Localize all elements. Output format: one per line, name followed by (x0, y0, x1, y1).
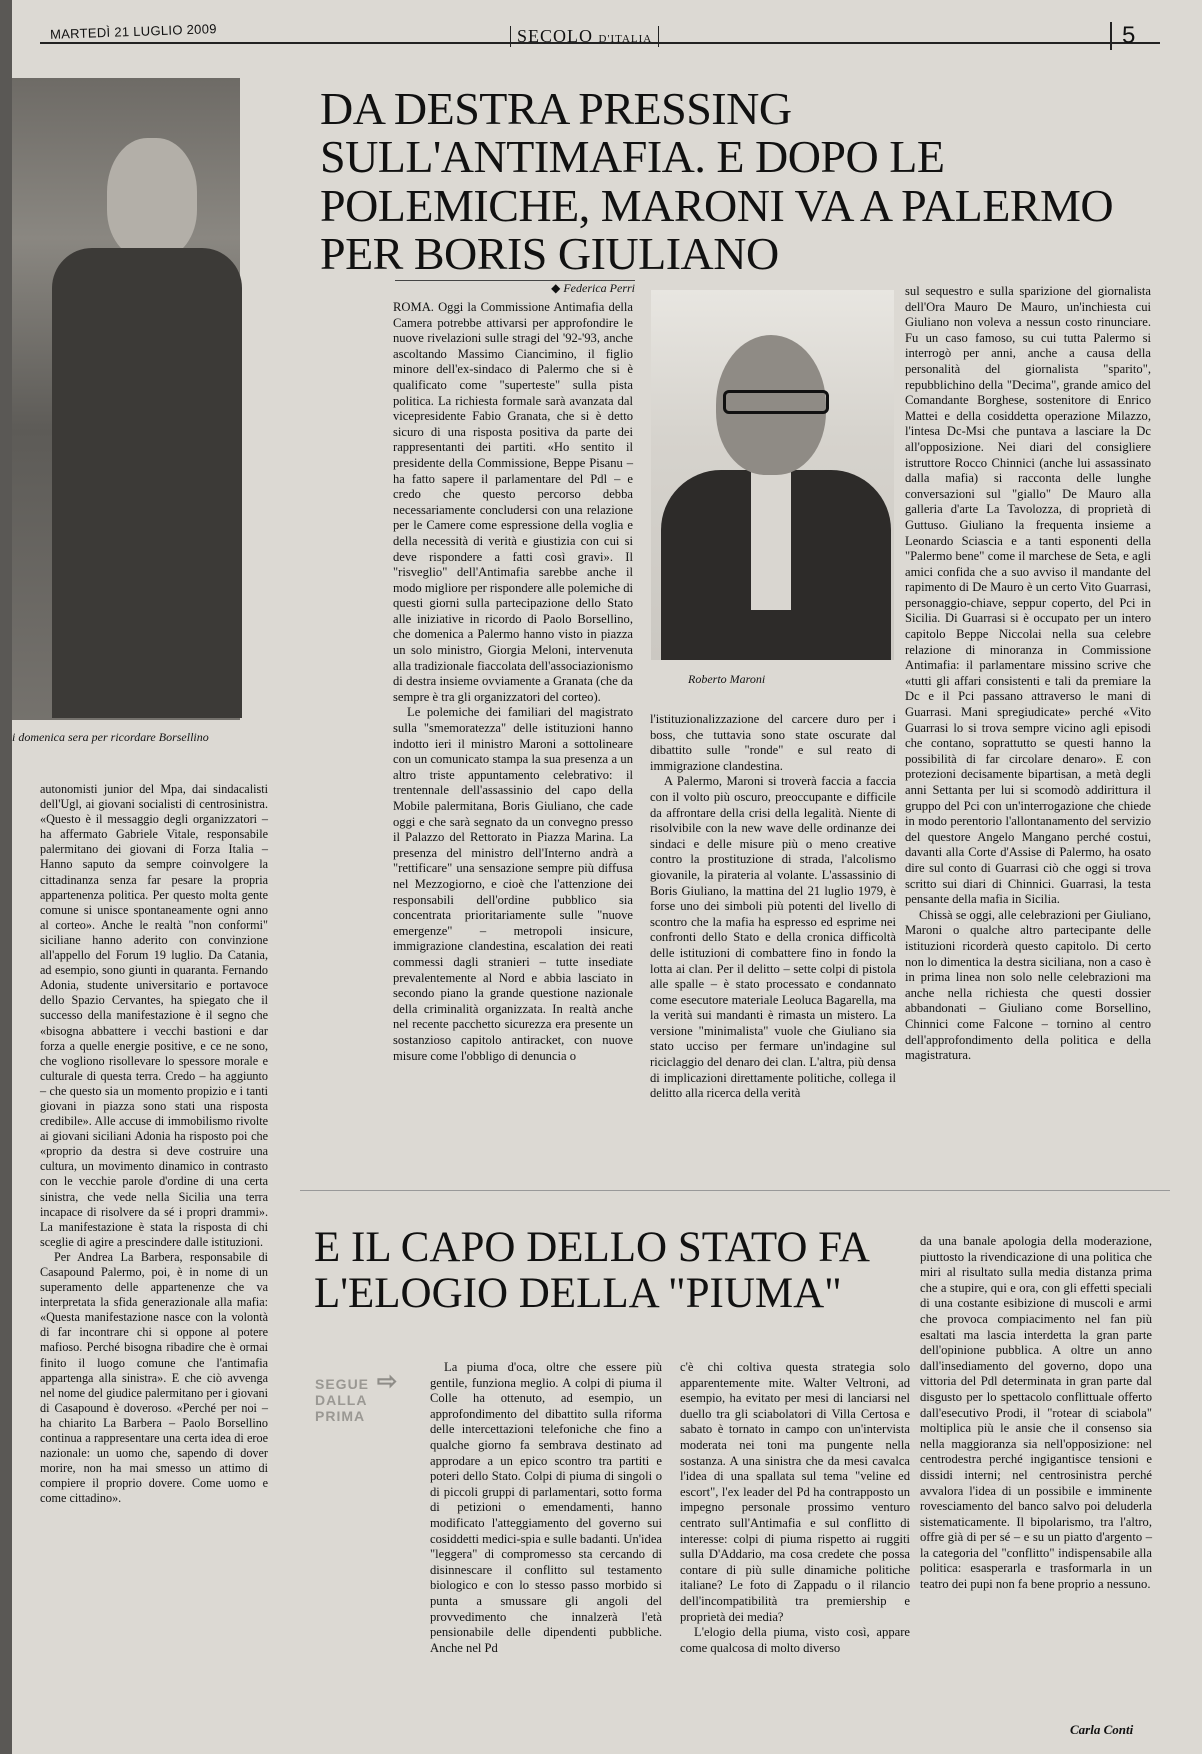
second-column-2 (680, 1360, 910, 1720)
main-column-2 (650, 712, 896, 1172)
paragraph: l'istituzionalizzazione del carcere duro per i boss, che tuttavia sono state oscurate dal dibattito sulle "ronde" e sul reato di immigrazione clandestina. (650, 712, 896, 773)
paragraph: La piuma d'oca, oltre che essere più gentile, funziona meglio. A colpi di piuma il Colle ha ottenuto, ad esempio, un approfondimento del dibattito sulla riforma delle intercettazioni telefoniche che fino a qualche giorno fa sembrava destinato ad approdare a un epico scontro tra partiti e poteri dello Stato. Colpi di piuma di singoli o di piccoli gruppi di parlamentari, sotto forma di petizioni o emendamenti, hanno modificato l'atteggiamento del governo sui cosiddetti medici-spia e sulle badanti. Un'idea "leggera" di compromesso sta cercando di disinnescare il conflitto sul testamento biologico e con lo stesso passo morbido si punta a smussare gli angoli del provvedimento che innalzerà l'età pensionabile delle dipendenti pubbliche. Anche nel Pd (430, 1360, 662, 1655)
second-column-1 (430, 1360, 662, 1720)
photo-figure (52, 248, 242, 718)
author-signature: Carla Conti (1070, 1722, 1134, 1737)
paragraph: Per Andrea La Barbera, responsabile di Casapound Palermo, poi, è in nome di un superamento delle appartenenze che va interpretata la sfida generazionale alla mafia: «Questa manifestazione nasce con la volontà di far incontrare chi si oppone al potere mafioso. Perché bisogna ribadire che è ormai finito il luogo comune che l'antimafia appartenga alla sinistra». E che ciò avvenga nel nome del giudice palermitano per i giovani di Casapound è doveroso. «Perché per noi – ha chiarito La Barbera – Paolo Borsellino continua a rappresentare una certa idea di eroe nazionale: un uomo che, sapendo di dover morire, non ha mai smesso un attimo di compiere il proprio dovere. Come uomo e come cittadino». (40, 1249, 268, 1506)
paragraph: ROMA. Oggi la Commissione Antimafia della Camera potrebbe attivarsi per approfondire le nuove rivelazioni sulle stragi del '92-'93, anche ascoltando Massimo Ciancimino, il figlio minore dell'ex-sindaco di Palermo che si è qualificato come "superteste" sulla pista politica. La richiesta formale sarà avanzata dal vicepresidente Fabio Granata, che si è detto sicuro di una risposta positiva da parte dei rappresentanti dei partiti. «Ho sentito il presidente della Commissione, Beppe Pisanu – ha fatto sapere il parlamentare del Pdl – e credo che questo percorso debba necessariamente concludersi con una relazione per le Camere come espressione della voglia e della necessità di verità e giustizia con cui si deve rispondere a fatti così gravi». Il "risveglio" dell'Antimafia sarebbe anche il modo migliore per rispondere alle polemiche di questi giorni sulla partecipazione dello Stato alle iniziative in ricordo di Paolo Borsellino, che domenica a Palermo hanno visto in piazza un solo ministro, Giorgia Meloni, intervenuta alla tradizionale fiaccolata dell'associazionismo di destra insieme ovviamente a Granata (che da sempre è tra gli organizzatori del corteo). (393, 300, 633, 704)
paragraph: da una banale apologia della moderazione, piuttosto la rivendicazione di una politica che miri al risultato sulla media distanza prima che a stupire, qui e ora, con gli effetti speciali di una costante esibizione di muscoli e armi che provoca compiacimento nel fan più esaltati ma lascia interdetta la gran parte dell'opinione pubblica. A oltre un anno dall'insediamento del governo, dopo una vittoria del Pdl determinata in gran parte dal disgusto per lo spettacolo conflittuale offerto dall'esecutivo Prodi, il "rotear di sciabola" moltiplica più le ansie che il consenso sia nella maggioranza sia nell'opposizione: nel centrodestra perché ingigantisce tensioni e dissidi interni; nel centrosinistra perché avvalora l'idea di un possibile e imminente rovesciamento del banco salvo poi deluderla sistematicamente. Il bipolarismo, tra l'altro, offre già di per sé – e su un piatto d'argento – la categoria del "conflitto" indispensabile alla politica: esasperarla e trasformarla in un teatro dei pupi non fa bene proprio a nessuno. (920, 1234, 1152, 1592)
paragraph: L'elogio della piuma, visto così, appare come qualcosa di molto diverso (680, 1625, 910, 1655)
left-story-column (40, 782, 268, 1722)
second-column-3 (920, 1234, 1152, 1718)
paragraph: Chissà se oggi, alle celebrazioni per Giuliano, Maroni o qualche altro partecipante delle istituzioni ricorderà questo capitolo. Di certo non lo dimentica la destra siciliana, non a caso è in prima linea non solo nelle celebrazioni ma anche nella richiesta che questi dossier abbandonati – Giuliano come Borsellino, Chinnici come Falcone – tornino al centro dell'approfondimento della politica e della magistratura. (905, 907, 1151, 1063)
section-divider (300, 1190, 1170, 1191)
page-header (40, 12, 1190, 52)
main-column-3 (905, 284, 1151, 1170)
masthead-suffix: D'ITALIA (598, 33, 653, 45)
issue-date: MARTEDÌ 21 LUGLIO 2009 (49, 21, 217, 42)
paragraph: A Palermo, Maroni si troverà faccia a faccia con il volto più oscuro, preoccupante e difficile da affrontare della crisi della legalità. Niente di risolvibile con la new wave delle ordinanze dei sindaci e delle misure più o meno creative contro la prostituzione di strada, l'alcolismo giovanile, la pirateria al volante. L'assassinio di Boris Giuliano, la mattina del 21 luglio 1979, è forse uno dei simboli più potenti del livello di scontro che la mafia ha espresso ed esprime nei confronti dello Stato e della cronica difficoltà delle istituzioni di combattere fino in fondo la lotta ai clan. Per il delitto – sette colpi di pistola alle spalle – è stato processato e condannato come esecutore materiale Leoluca Bagarella, ma la verità sui mandanti è rimasta un mistero. La versione "minimalista" vuole che Giuliano sia stato ucciso per fermare un'indagine sul riciclaggio del denaro dei clan. L'altra, più densa di implicazioni direttamente politiche, collega il delitto alla ricerca della verità (650, 774, 896, 1101)
page-edge (0, 0, 12, 1754)
paragraph: Le polemiche dei familiari del magistrato sulla "smemoratezza" delle istituzioni hanno indotto ieri il ministro Maroni a sottolineare con un comunicato stampa la sua presenza a un altro triste appuntamento celebrativo: il trentennale dell'assassinio del capo della Mobile palermitana, Boris Giuliano, che cade oggi e che sarà segnato da un convegno presso il Palazzo del Rettorato in Piazza Marina. La presenza del ministro dell'Interno andrà a "rettificare" una sensazione sempre più diffusa nel Mezzogiorno, e cioè che l'attenzione dei responsabili dell'ordine pubblico sia concentrata prioritariamente sulle "nuove emergenze" – metropoli insicure, immigrazione clandestina, escalation dei reati commessi dagli stranieri – tutte insediate prevalentemente al Nord e abbia lasciato in secondo piano la grande questione nazionale della criminalità organizzata. In realtà anche nel recente pacchetto sicurezza era presente un sostanzioso capitolo antiracket, con nuove misure come l'obbligo di denuncia o (393, 705, 633, 1063)
masthead-name: SECOLO (517, 26, 594, 46)
photo-shirt (751, 470, 791, 610)
maroni-photo-caption: Roberto Maroni (688, 672, 766, 686)
paragraph: c'è chi coltiva questa strategia solo apparentemente mite. Walter Veltroni, ad esempio, ha evitato per mesi di lanciarsi nel duello tra gli sciabolatori di Villa Certosa e sabato è tornato in campo con un'intervista moderata nei toni ma pungente nella sostanza. A una sinistra che da mesi cavalca l'idea di una spallata sul tema "veline ed escort", l'ex leader del Pd ha contrapposto un impegno personale prossimo venturo centrato sull'Antimafia e sul conflitto di interesse: colpi di piuma rispetto ai ruggiti sulla D'Addario, ma cosa credete che possa contare di più sulle dinamiche politiche italiane? Le foto di Zappadu o il rilancio dell'incompatibilità tra premiership e proprietà dei media? (680, 1360, 910, 1624)
photo-face (107, 138, 197, 258)
page-number: 5 (1110, 22, 1145, 50)
main-column-1 (393, 300, 633, 1170)
maroni-photo (651, 290, 894, 660)
masthead (510, 26, 659, 47)
rally-photo-caption: i domenica sera per ricordare Borsellino (12, 730, 209, 744)
segue-label: SEGUE DALLA PRIMA ⇨ (315, 1368, 399, 1424)
photo-glasses (723, 390, 829, 414)
paragraph: autonomisti junior del Mpa, dai sindacalisti dell'Ugl, ai giovani socialisti di centrosinistra. «Questo è il messaggio degli organizzatori – ha affermato Gabriele Vitale, responsabile palermitano dei giovani di Forza Italia – Hanno saputo da sempre coinvolgere la cittadinanza senza far pesare la propria appartenenza politica. Per questo molta gente comune si unisce spontaneamente ogni anno al corteo». Anche le realtà "non conformi" siciliane hanno aderito con convinzione all'appello del Forum 19 luglio. Da Catania, ad esempio, sono giunti in quaranta. Fernando Adonia, studente universitario e portavoce dello Spazio Cervantes, ha spiegato che il successo della manifestazione è il segno che «bisogna abbattere i vecchi bastioni e dar forza a quelle energie positive, e ce ne sono, che vogliono risollevare lo spessore morale e culturale di questa terra. Credo – ha aggiunto – che questo sia un momento propizio e i tanti giovani in piazza sono stati una risposta credibile». Alle accuse di immobilismo rivolte ai giovani siciliani Adonia ha risposto poi che «proprio da destra si deve costruire una cultura, un movimento dinamico in contrasto con le vecchie parole d'ordine di una certa sinistra, che vede nella Sicilia una terra incapace di risolvere da sé i propri drammi». La manifestazione è stata la risposta di chi sceglie di agire a prescindere dalle istituzioni. (40, 782, 268, 1249)
arrow-right-icon: ⇨ (377, 1368, 399, 1395)
main-headline: DA DESTRA PRESSING SULL'ANTIMAFIA. E DOPO LE POLEMICHE, MARONI VA A PALERMO PER BORIS GIULIANO (320, 83, 1114, 279)
author-name: Federica Perri (563, 281, 635, 295)
rally-photo (12, 78, 240, 720)
second-headline: E IL CAPO DELLO STATO FA L'ELOGIO DELLA "PIUMA" (314, 1224, 868, 1318)
paragraph: sul sequestro e sulla sparizione del giornalista dell'Ora Mauro De Mauro, un'inchiesta cui Giuliano non voleva a nessun costo rinunciare. Fu un caso famoso, su cui tutta Palermo si interrogò per anni, anche a causa della personalità del giornalista "sparito", repubblichino della "Decima", grande amico del Comandante Borghese, sostenitore di Enrico Mattei e della cosiddetta operazione Milazzo, l'intesa Dc-Msi che puntava a lasciare la Dc all'opposizione. Nei diari del consigliere istruttore Rocco Chinnici (anche lui assassinato dalla mafia) si racconta delle lunghe conversazioni sul "giallo" De Mauro alla galleria d'arte La Tavolozza, di proprietà di Guttuso. Giuliano la frequenta insieme a Leonardo Sciascia e a tanti esponenti della "Palermo bene" come il marchese de Seta, e agli amici confida che a suo avviso il mandante del rapimento di De Mauro è un certo Vito Guarrasi, personaggio-chiave, seppur coperto, del Pci in Sicilia. Di Guarrasi si è occupato per un intero capitolo Beppe Niccolai nella sua celebre relazione di minoranza in Commissione Antimafia: il parlamentare missino scrive che «tutti gli affari consistenti e tali da premiare la Dc e il Pci passano attraverso le mani di Guarrasi. Mani spregiudicate» perché «Vito Guarrasi lo si trova sempre vicino agli episodi che contano, soprattutto se questi hanno la possibilità di far circolare denaro». E con protezioni decisamente bipartisan, a metà degli anni Settanta per lui si scomodò addirittura il gruppo del Pci con un'interrogazione che chiede in modo perentorio l'allontanamento del servizio del questore Angelo Mangano perché costui, davanti alla Corte d'Assise di Palermo, ha osato dire sul conto di Guarrasi ciò che oggi si trova scritto sui diari di Chinnici. Guarrasi, la testa pensante della mafia in Sicilia. (905, 284, 1151, 907)
byline: ◆ Federica Perri (395, 280, 635, 296)
